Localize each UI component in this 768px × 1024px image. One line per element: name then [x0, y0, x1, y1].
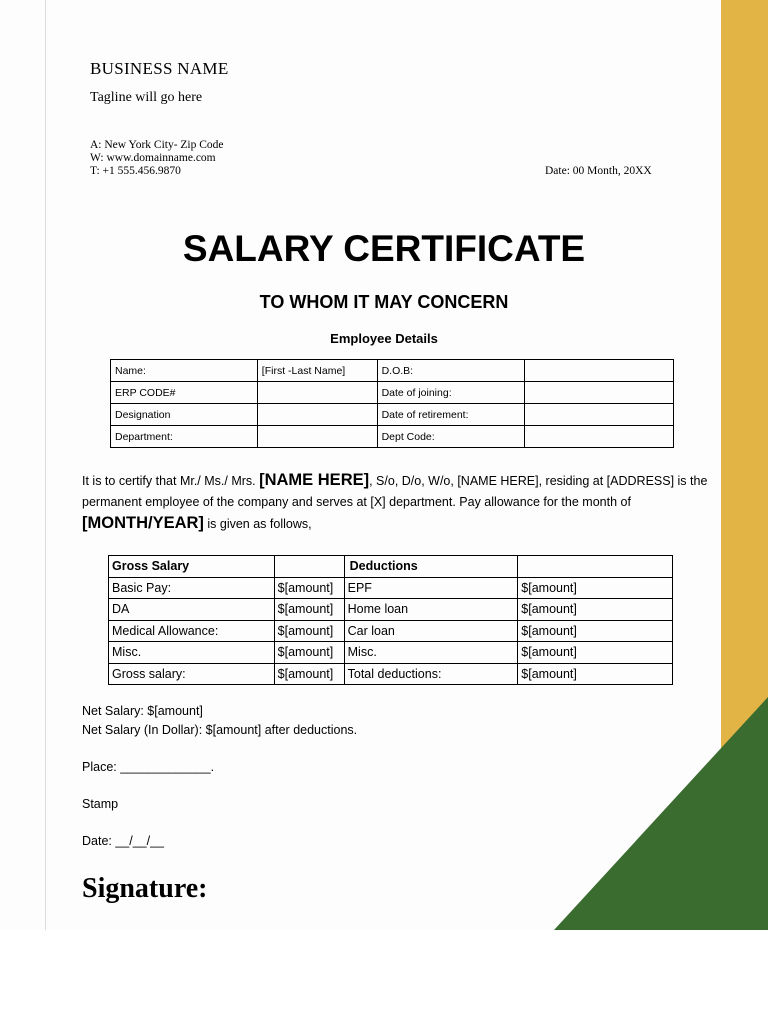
- table-cell: Misc.: [109, 642, 275, 664]
- table-cell: [525, 382, 674, 404]
- table-cell: [257, 426, 377, 448]
- table-cell: $[amount]: [274, 642, 344, 664]
- address-line: A: New York City- Zip Code: [90, 139, 224, 151]
- employee-details-heading: Employee Details: [330, 331, 438, 346]
- table-cell: Medical Allowance:: [109, 620, 275, 642]
- table-cell: [257, 382, 377, 404]
- margin-line: [45, 0, 46, 930]
- date-field: Date: __/__/__: [82, 834, 165, 848]
- table-row: [111, 404, 674, 426]
- table-cell: Total deductions:: [344, 663, 518, 685]
- header-date: Date: 00 Month, 20XX: [545, 165, 652, 177]
- net-salary: Net Salary: $[amount]: [82, 704, 203, 718]
- table-cell: $[amount]: [518, 663, 673, 685]
- name-placeholder: [NAME HERE]: [259, 471, 370, 489]
- table-cell: Department:: [111, 426, 258, 448]
- page-title: SALARY CERTIFICATE: [182, 228, 586, 269]
- place-field: Place: _____________.: [82, 760, 215, 774]
- gold-decor-strip: [721, 0, 768, 930]
- table-row: [111, 426, 674, 448]
- subtitle: TO WHOM IT MAY CONCERN: [259, 292, 509, 312]
- table-cell: $[amount]: [274, 599, 344, 621]
- table-row: [109, 620, 673, 642]
- table-cell: Basic Pay:: [109, 577, 275, 599]
- business-name: BUSINESS NAME: [90, 59, 229, 78]
- table-cell: D.O.B:: [377, 360, 525, 382]
- month-year-placeholder: [MONTH/YEAR]: [82, 514, 204, 532]
- phone-line: T: +1 555.456.9870: [90, 165, 181, 177]
- table-cell: Home loan: [344, 599, 518, 621]
- table-cell: ERP CODE#: [111, 382, 258, 404]
- table-cell: $[amount]: [518, 620, 673, 642]
- table-cell: $[amount]: [274, 663, 344, 685]
- table-header-cell: Deductions: [344, 556, 518, 578]
- signature-label: Signature:: [82, 873, 208, 904]
- table-row: [111, 382, 674, 404]
- stamp-label: Stamp: [82, 797, 119, 811]
- table-row: [109, 642, 673, 664]
- website-line: W: www.domainname.com: [90, 152, 216, 164]
- table-row: [109, 599, 673, 621]
- table-cell: Dept Code:: [377, 426, 525, 448]
- table-cell: DA: [109, 599, 275, 621]
- table-row: [109, 577, 673, 599]
- table-cell: Name:: [111, 360, 258, 382]
- table-cell: $[amount]: [518, 577, 673, 599]
- table-cell: [257, 404, 377, 426]
- table-row: [111, 360, 674, 382]
- table-cell: Designation: [111, 404, 258, 426]
- table-cell: $[amount]: [518, 599, 673, 621]
- certification-paragraph: It is to certify that Mr./ Ms./ Mrs. [NAME HERE], S/o, D/o, W/o, [NAME HERE], residing at [ADDRESS] is the permanent employee of the company and serves at [X] department. Pay allowance for the month of [MONTH/YEAR] is given as follows,: [82, 471, 708, 532]
- table-cell: Misc.: [344, 642, 518, 664]
- table-cell: Car loan: [344, 620, 518, 642]
- table-header-cell: Gross Salary: [109, 556, 275, 578]
- table-cell: $[amount]: [518, 642, 673, 664]
- table-header-cell: [518, 556, 673, 578]
- table-cell: [525, 404, 674, 426]
- table-cell: Date of joining:: [377, 382, 525, 404]
- tagline: Tagline will go here: [90, 90, 203, 105]
- table-cell: Date of retirement:: [377, 404, 525, 426]
- table-cell: [First -Last Name]: [257, 360, 377, 382]
- salary-table: [108, 555, 673, 685]
- table-header-row: [109, 556, 673, 578]
- table-cell: $[amount]: [274, 577, 344, 599]
- table-cell: [525, 360, 674, 382]
- table-cell: [525, 426, 674, 448]
- table-row: [109, 663, 673, 685]
- table-cell: Gross salary:: [109, 663, 275, 685]
- employee-details-table: [110, 359, 674, 448]
- table-cell: EPF: [344, 577, 518, 599]
- table-cell: $[amount]: [274, 620, 344, 642]
- net-salary-dollar: Net Salary (In Dollar): $[amount] after deductions.: [82, 723, 358, 737]
- table-header-cell: [274, 556, 344, 578]
